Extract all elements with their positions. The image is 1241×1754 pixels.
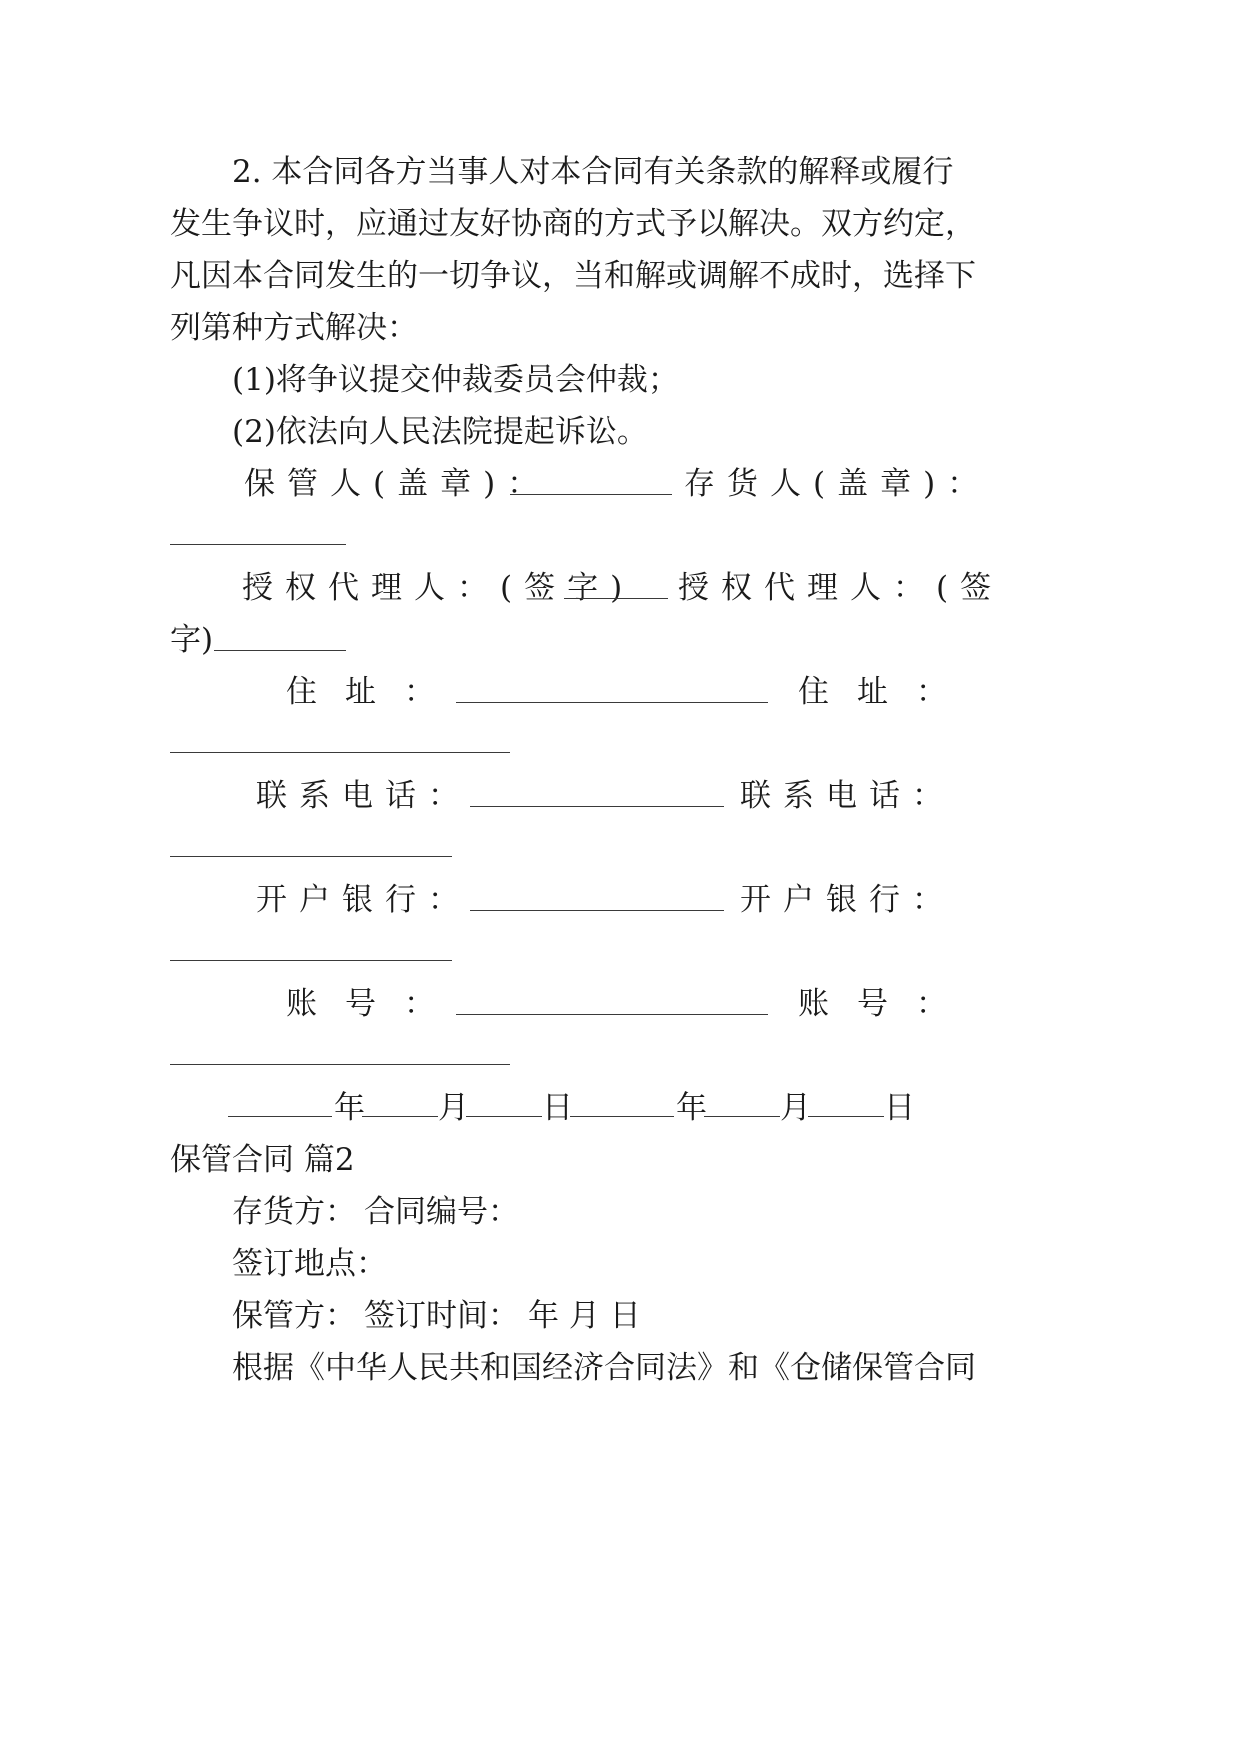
bank-blank-1: [470, 910, 724, 911]
phone-label-2: 联系电话：: [740, 778, 955, 814]
agent-sign-label-2b: 字): [170, 622, 214, 658]
account-blank-1: [456, 1014, 768, 1015]
date-year-label-2: 年: [676, 1090, 707, 1126]
account-label-1: 账号：: [286, 986, 463, 1022]
account-label-2: 账号：: [798, 986, 975, 1022]
bank-label-2: 开户银行：: [740, 882, 955, 918]
agent-sign-blank-1: [564, 598, 668, 599]
section-2-title: 保管合同 篇2: [170, 1142, 355, 1178]
clause-2-line-4: 列第种方式解决：: [170, 310, 418, 346]
date-month-blank-1: [362, 1116, 438, 1117]
address-blank-1: [456, 702, 768, 703]
custodian-seal-label: 保管人(盖章)：: [244, 466, 551, 502]
date-day-label-2: 日: [884, 1090, 915, 1126]
clause-2-line-3: 凡因本合同发生的一切争议，当和解或调解不成时，选择下: [170, 258, 976, 294]
clause-2-line-2: 发生争议时，应通过友好协商的方式予以解决。双方约定，: [170, 206, 976, 242]
depositor-seal-blank: [170, 544, 346, 545]
depositor-label: 存货方：: [232, 1194, 356, 1230]
basis-line: 根据《中华人民共和国经济合同法》和《仓储保管合同: [232, 1350, 976, 1386]
date-year-label-1: 年: [334, 1090, 365, 1126]
date-day-blank-2: [808, 1116, 884, 1117]
date-day-blank-1: [466, 1116, 542, 1117]
address-blank-2: [170, 752, 510, 753]
bank-label-1: 开户银行：: [256, 882, 471, 918]
phone-blank-2: [170, 856, 452, 857]
contract-no-label: 合同编号：: [364, 1194, 519, 1230]
address-label-2: 住址：: [798, 674, 975, 710]
custodian-seal-blank: [510, 494, 672, 495]
agent-sign-label-1: 授权代理人：(签字): [242, 570, 635, 606]
date-year-blank-1: [228, 1116, 332, 1117]
custodian-label: 保管方：: [232, 1298, 356, 1334]
agent-sign-blank-2: [214, 650, 346, 651]
sign-time-label: 签订时间：: [364, 1298, 519, 1334]
address-label-1: 住址：: [286, 674, 463, 710]
date-month-label-1: 月: [438, 1090, 469, 1126]
sign-date-value: 年 月 日: [528, 1298, 641, 1334]
depositor-seal-label: 存货人(盖章)：: [684, 466, 991, 502]
account-blank-2: [170, 1064, 510, 1065]
agent-sign-label-2a: 授权代理人：(签: [678, 570, 1004, 606]
dispute-option-2: (2)依法向人民法院提起诉讼。: [232, 414, 648, 450]
date-day-label-1: 日: [542, 1090, 573, 1126]
date-month-blank-2: [704, 1116, 780, 1117]
phone-label-1: 联系电话：: [256, 778, 471, 814]
clause-2-line-1: 2. 本合同各方当事人对本合同有关条款的解释或履行: [232, 154, 954, 190]
phone-blank-1: [470, 806, 724, 807]
date-month-label-2: 月: [780, 1090, 811, 1126]
date-year-blank-2: [570, 1116, 674, 1117]
sign-place-label: 签订地点：: [232, 1246, 387, 1282]
dispute-option-1: (1)将争议提交仲裁委员会仲裁；: [232, 362, 679, 398]
bank-blank-2: [170, 960, 452, 961]
